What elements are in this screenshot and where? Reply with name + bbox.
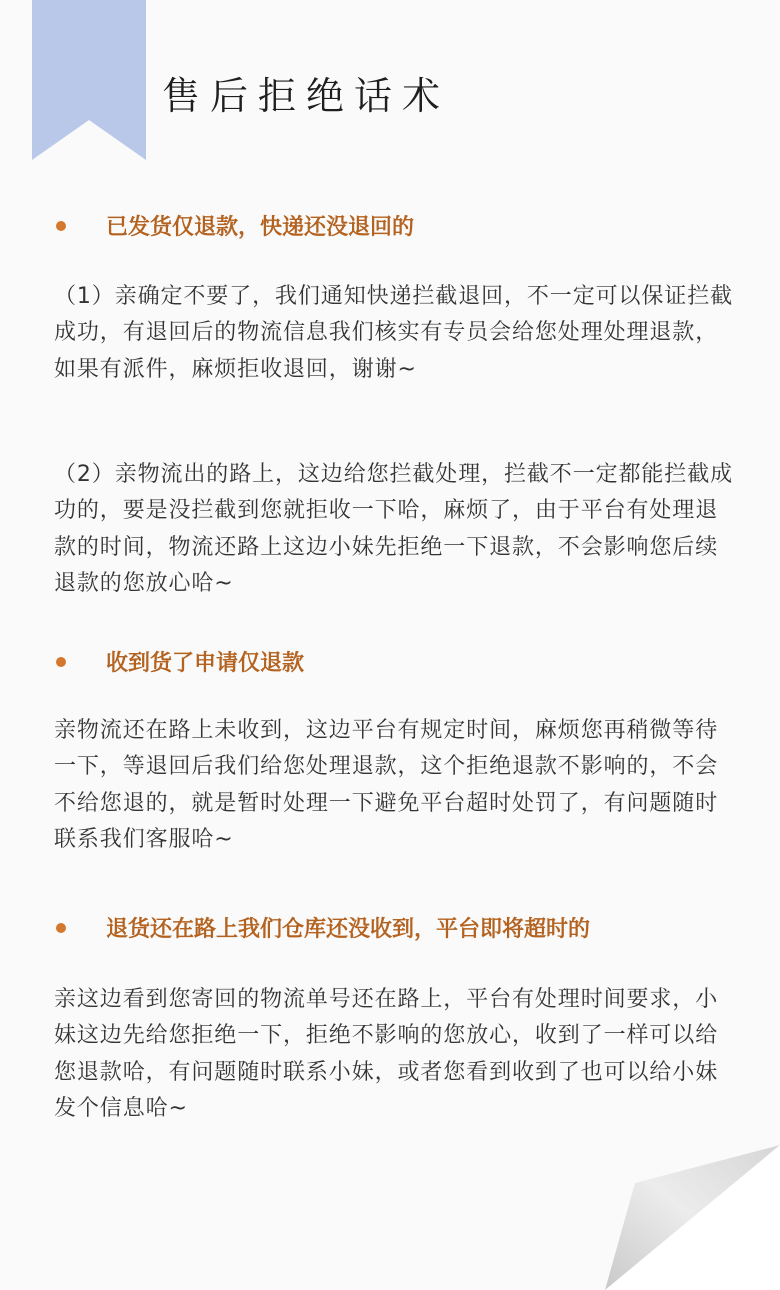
section-3-paragraph-1: 亲这边看到您寄回的物流单号还在路上，平台有处理时间要求，小妹这边先给您拒绝一下，拒绝不影响的您放心，收到了一样可以给您退款哈，有问题随时联系小妹，或者您看到收到了也可以给小妹发个信息哈~ bbox=[54, 987, 719, 1122]
page-title: 售后拒绝话术 bbox=[162, 74, 451, 118]
section-heading-2: 收到货了申请仅退款 bbox=[56, 646, 304, 682]
section-1-paragraph-1: （1）亲确定不要了，我们通知快递拦截退回，不一定可以保证拦截成功，有退回后的物流信息我们核实有专员会给您处理处理退款，如果有派件，麻烦拒收退回，谢谢~ bbox=[54, 284, 733, 382]
page-curl-corner-decoration bbox=[605, 1145, 780, 1290]
bookmark-ribbon-decoration bbox=[32, 0, 146, 160]
section-1-paragraph-2: （2）亲物流出的路上，这边给您拦截处理，拦截不一定都能拦截成功的，要是没拦截到您就拒收一下哈，麻烦了，由于平台有处理退款的时间，物流还路上这边小妹先拒绝一下退款，不会影响您后续退款的您放心哈~ bbox=[54, 462, 733, 597]
bullet-icon bbox=[56, 657, 66, 667]
bullet-icon bbox=[56, 923, 66, 933]
section-heading-3: 退货还在路上我们仓库还没收到，平台即将超时的 bbox=[56, 912, 590, 948]
section-heading-1: 已发货仅退款，快递还没退回的 bbox=[56, 210, 414, 246]
bullet-icon bbox=[56, 221, 66, 231]
section-2-paragraph-1: 亲物流还在路上未收到，这边平台有规定时间，麻烦您再稍微等待一下，等退回后我们给您处理退款，这个拒绝退款不影响的，不会不给您退的，就是暂时处理一下避免平台超时处罚了，有问题随时联系我们客服哈~ bbox=[54, 718, 719, 853]
